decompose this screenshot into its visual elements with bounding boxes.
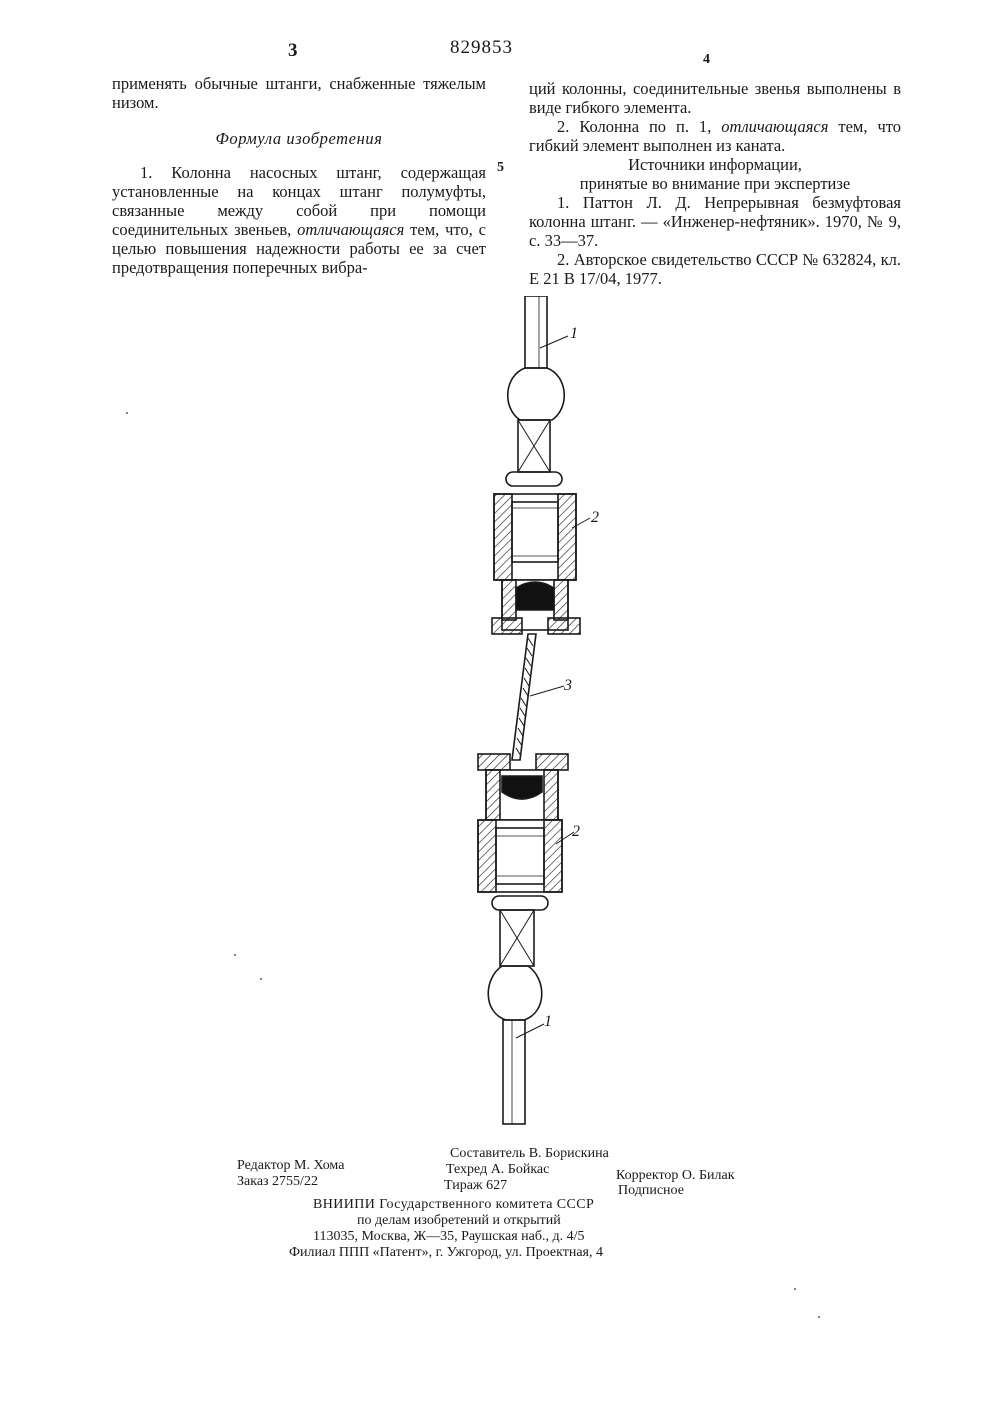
- imprint-editor: Редактор М. Хома: [237, 1158, 345, 1173]
- rod-upset-top: [508, 368, 564, 420]
- label-coupling-top: 2: [591, 509, 599, 526]
- flexible-element: [512, 634, 536, 760]
- rod-column-drawing: [440, 296, 600, 1126]
- scan-speck: [234, 954, 236, 956]
- sources-title-2: принятые во внимание при экспертизе: [579, 174, 851, 193]
- cable-anchor-bottom: [502, 776, 542, 799]
- right-column: [529, 79, 901, 288]
- label-rod-top: 1: [570, 325, 578, 342]
- left-column: [112, 74, 486, 277]
- scan-speck: [818, 1316, 820, 1318]
- claim-2-emphasis: отличающаяся: [721, 117, 829, 136]
- page-number-left: 3: [288, 40, 298, 61]
- claim-2-text-b: тем, что гибкий элемент выполнен из каната.: [529, 117, 901, 155]
- claim-1-text-b: тем, что, с целью повышения надежности работы ее за счет предотвращения поперечных вибра-: [112, 220, 487, 277]
- claim-1-continuation: ций колонны, соединительные звенья выполнены в виде гибкого элемента.: [529, 79, 901, 117]
- claim-1: [112, 163, 486, 277]
- label-coupling-bottom: 2: [572, 823, 580, 840]
- imprint-techred: Техред А. Бойкас: [446, 1162, 550, 1177]
- claim-1-text-a: 1. Колонна насосных штанг, содержащая установленные на концах штанг полумуфты, связанные между собой при помощи соединительных звеньев,: [112, 163, 486, 239]
- imprint-order: Заказ 2755/22: [237, 1174, 318, 1189]
- label-flex-element: 3: [564, 677, 572, 694]
- scan-speck: [794, 1288, 796, 1290]
- imprint-circulation: Тираж 627: [444, 1178, 508, 1193]
- patent-number: 829853: [450, 37, 513, 58]
- label-rod-bottom: 1: [544, 1013, 552, 1030]
- collar-top: [506, 472, 562, 486]
- square-neck-bottom: [500, 910, 534, 966]
- imprint-compiler: Составитель В. Борискина: [450, 1146, 609, 1161]
- collar-bottom: [492, 896, 548, 910]
- claim-1-emphasis: отличающаяся: [297, 220, 405, 239]
- square-neck-top: [518, 420, 550, 472]
- imprint-corrector: Корректор О. Билак: [616, 1168, 735, 1183]
- line-marker: 5: [497, 160, 504, 175]
- half-coupling-bottom: [478, 754, 568, 892]
- source-2: 2. Авторское свидетельство СССР № 632824, кл. Е 21 В 17/04, 1977.: [529, 250, 901, 288]
- rod-upset-bottom: [488, 966, 542, 1020]
- claims-heading: Формула изобретения: [215, 129, 383, 148]
- cable-anchor-top: [516, 582, 554, 610]
- source-1: 1. Паттон Л. Д. Непрерывная безмуфтовая колонна штанг. — «Инженер-нефтяник». 1970, № 9, с. 33—37.: [529, 193, 901, 250]
- claim-2-text-a: 2. Колонна по п. 1,: [557, 117, 722, 136]
- imprint-org-1: ВНИИПИ Государственного комитета СССР: [313, 1197, 595, 1212]
- scan-speck: [260, 978, 262, 980]
- imprint-branch: Филиал ППП «Патент», г. Ужгород, ул. Проектная, 4: [289, 1245, 603, 1260]
- scan-speck: [126, 412, 128, 414]
- half-coupling-top: [492, 494, 580, 634]
- claim-2: [529, 117, 901, 155]
- imprint-org-3: 113035, Москва, Ж—35, Раушская наб., д. 4/5: [313, 1229, 585, 1244]
- page-number-right: 4: [703, 52, 710, 67]
- imprint-org-2: по делам изобретений и открытий: [357, 1213, 561, 1228]
- imprint-subscription: Подписное: [618, 1183, 684, 1198]
- rod-top: [525, 296, 547, 368]
- continuation-text: применять обычные штанги, снабженные тяжелым низом.: [112, 74, 486, 112]
- sources-title-1: Источники информации,: [628, 155, 802, 174]
